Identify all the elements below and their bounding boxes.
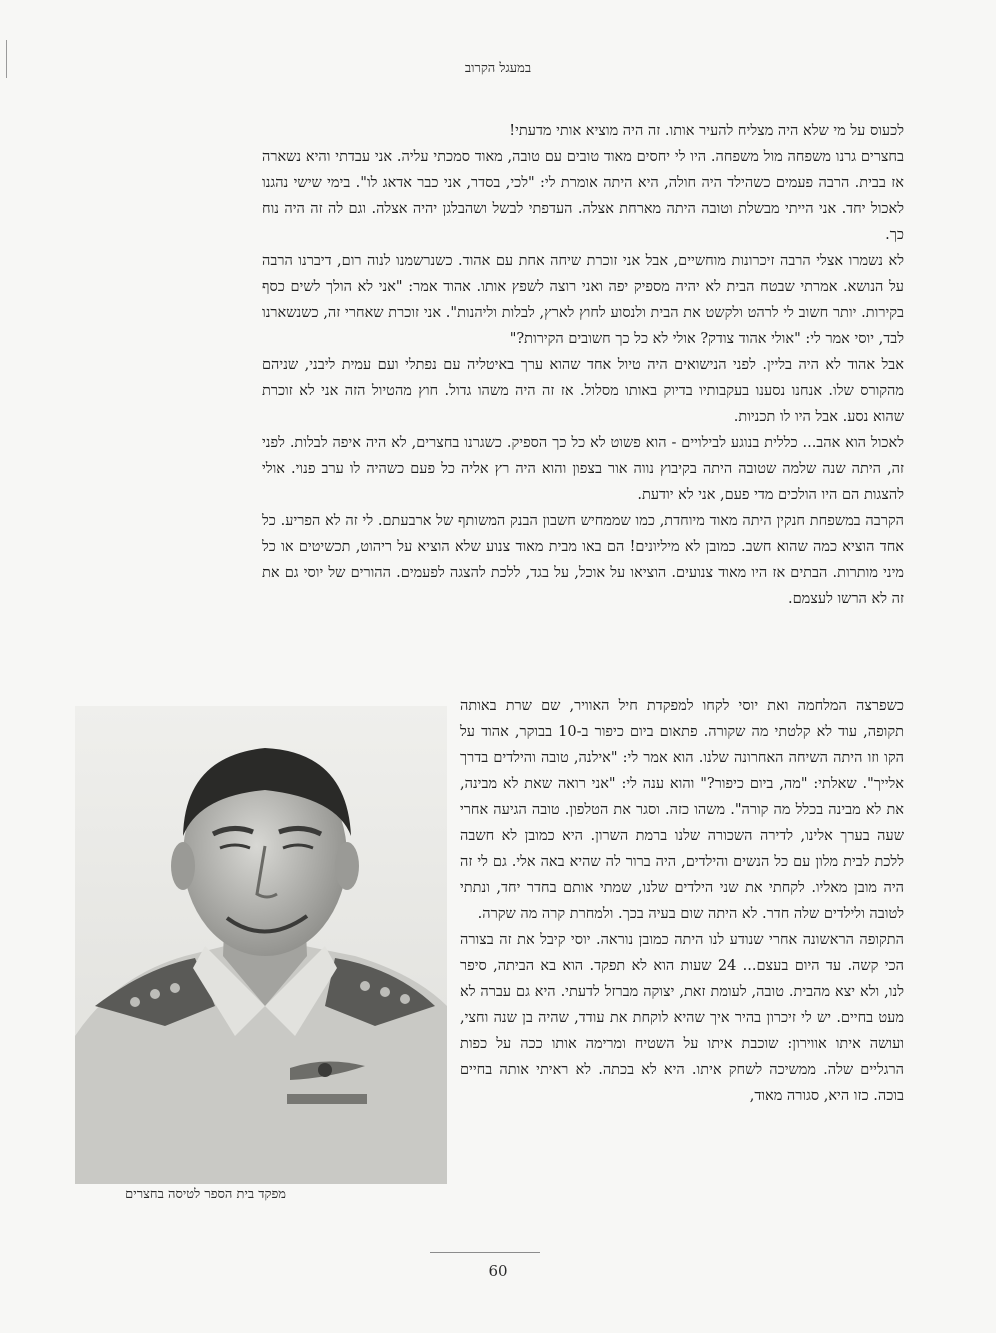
running-header: במעגל הקרוב (464, 61, 532, 76)
paragraph: התקופה הראשונה אחרי שנודע לנו היתה כמובן נוראה. יוסי קיבל את זה בצורה הכי קשה. עד היום בעצם... 24 שעות הוא לא תפקד. הוא בא הביתה, סיפר לנו, ולא יצא מהבית. טובה, לעומת זאת, יצוקה מברזל לדעתי. היא גם עברה לא מעט בחיים. יש לי זיכרון בהיר איך שהיא לוקחת את עודד, שהיה בן שנה וחצי, ועושה איתו אווירון: שוכבת איתו על השטיח ומרימה אותו ככה על כפות הרגליים שלה. ממשיכה לשחק איתו. היא לא בכתה. לא ראיתי אותה בחיים בוכה. כזו היא, סגורה מאוד, (460, 932, 904, 1104)
body-text-top (262, 118, 904, 612)
body-text-bottom (460, 693, 904, 1109)
photo-caption: מפקד בית הספר לטיסה בחצרים (125, 1187, 286, 1202)
footer-divider (430, 1252, 540, 1253)
paragraph: לכעוס על מי שלא היה מצליח להעיר אותו. זה היה מוציא אותי מדעתי! (509, 123, 904, 139)
paragraph: אבל אהוד לא היה בליין. לפני הנישואים היה טיול אחד שהוא ערך באיטליה עם נפתלי ועם עמית ליבני, שניהם מהקורס שלו. אנחנו נסענו בעקבותיו בדיוק באותו מסלול. אז זה היה משהו גדול. חוץ מהטיול הזה אני לא זוכרת שהוא נסע. אבל היו לו תכניות. (262, 357, 904, 425)
paragraph: כשפרצה המלחמה ואת יוסי לקחו למפקדת חיל האוויר, שם שרת באותה תקופה, עוד לא קלטתי מה שקורה. פתאום ביום כיפור ב-10 בבוקר, אהוד על הקו וזו היתה השיחה האחרונה שלנו. הוא אמר לי: "אילנה, טובה והילדים בדרך אלייך". שאלתי: "מה, ביום כיפור?" והוא ענה לי: "אני רואה שאת לא מבינה, את לא מבינה בכלל מה קורה". משהו כזה. וסגר את הטלפון. טובה הגיעה אחרי שעה בערך אלינו, לדירה השכורה שלנו ברמת השרון. היא כמובן לא חשבה ללכת לבית מלון עם כל הנשים והילדים, היה ברור לה שהיא באה אלי. גם לי זה היה מובן מאליו. לקחתי את שני הילדים שלנו, שמתי אותם בחדר יחד, ונתתי לטובה ולילדים שלה חדר. לא היתה שום בעיה בכך. ולמחרת קרה מה שקרה. (460, 698, 904, 922)
paragraph: הקרבה במשפחת חנקין היתה מאוד מיוחדת, כמו שממחיש חשבון הבנק המשותף של ארבעתם. לי זה לא הפריע. כל אחד הוציא כמה שהוא חשב. כמובן לא מיליונים! הם באו מבית מאוד צנוע שלא הוציא על ריהוט, תכשיטים או כל מיני מותרות. הבתים אז היו מאוד צנועים. הוציאו על אוכל, על בגד, ללכת להצגה לפעמים. ההורים של יוסי גם את זה לא הרשו לעצמם. (262, 513, 904, 607)
paragraph: בחצרים גרנו משפחה מול משפחה. היו לי יחסים מאוד טובים עם טובה, מאוד סמכתי עליה. אני עבדתי והיא נשארה אז בבית. הרבה פעמים כשהילד היה חולה, היא היתה אומרת לי: "לכי, בסדר, אני כבר אדאג לו". בימי שישי נהגנו לאכול יחד. אני הייתי מבשלת וטובה היתה מארחת אצלה. העדפתי לבשל ושהבלגן יהיה אצלה. וגם לה זה היה נוח כך. (262, 149, 904, 243)
paragraph: לא נשמרו אצלי הרבה זיכרונות מוחשיים, אבל אני זוכרת שיחה אחת עם אהוד. כשנרשמנו לנוה רום, דיברנו הרבה על הנושא. אמרתי שבטח הבית לא יהיה מספיק יפה ואני רוצה לשפץ אותו. אהוד אמר: "אני לא הולך לשים כסף בקירות. יותר חשוב לי לרהט ולקשט את הבית ולנסוע לחוץ לארץ, לבלות וליהנות". אני זוכרת שאחרי זה, כשנשארנו לבד, יוסי אמר לי: "אולי אהוד צודק? אולי לא כל כך חשובים הקירות?" (262, 253, 904, 347)
paragraph: לאכול הוא אהב... כללית בנוגע לבילויים - הוא פשוט לא כל כך הספיק. כשגרנו בחצרים, לא היה איפה לבלות. לפני זה, היתה שנה שלמה שטובה היתה בקיבוץ נווה אור בצפון והוא היה רץ אליה כל פעם כשהיה לו ערב פנוי. אולי להצגות הם היו הולכים מדי פעם, אני לא יודעת. (262, 435, 904, 503)
portrait-photo (75, 706, 447, 1184)
page-number: 60 (488, 1262, 508, 1280)
